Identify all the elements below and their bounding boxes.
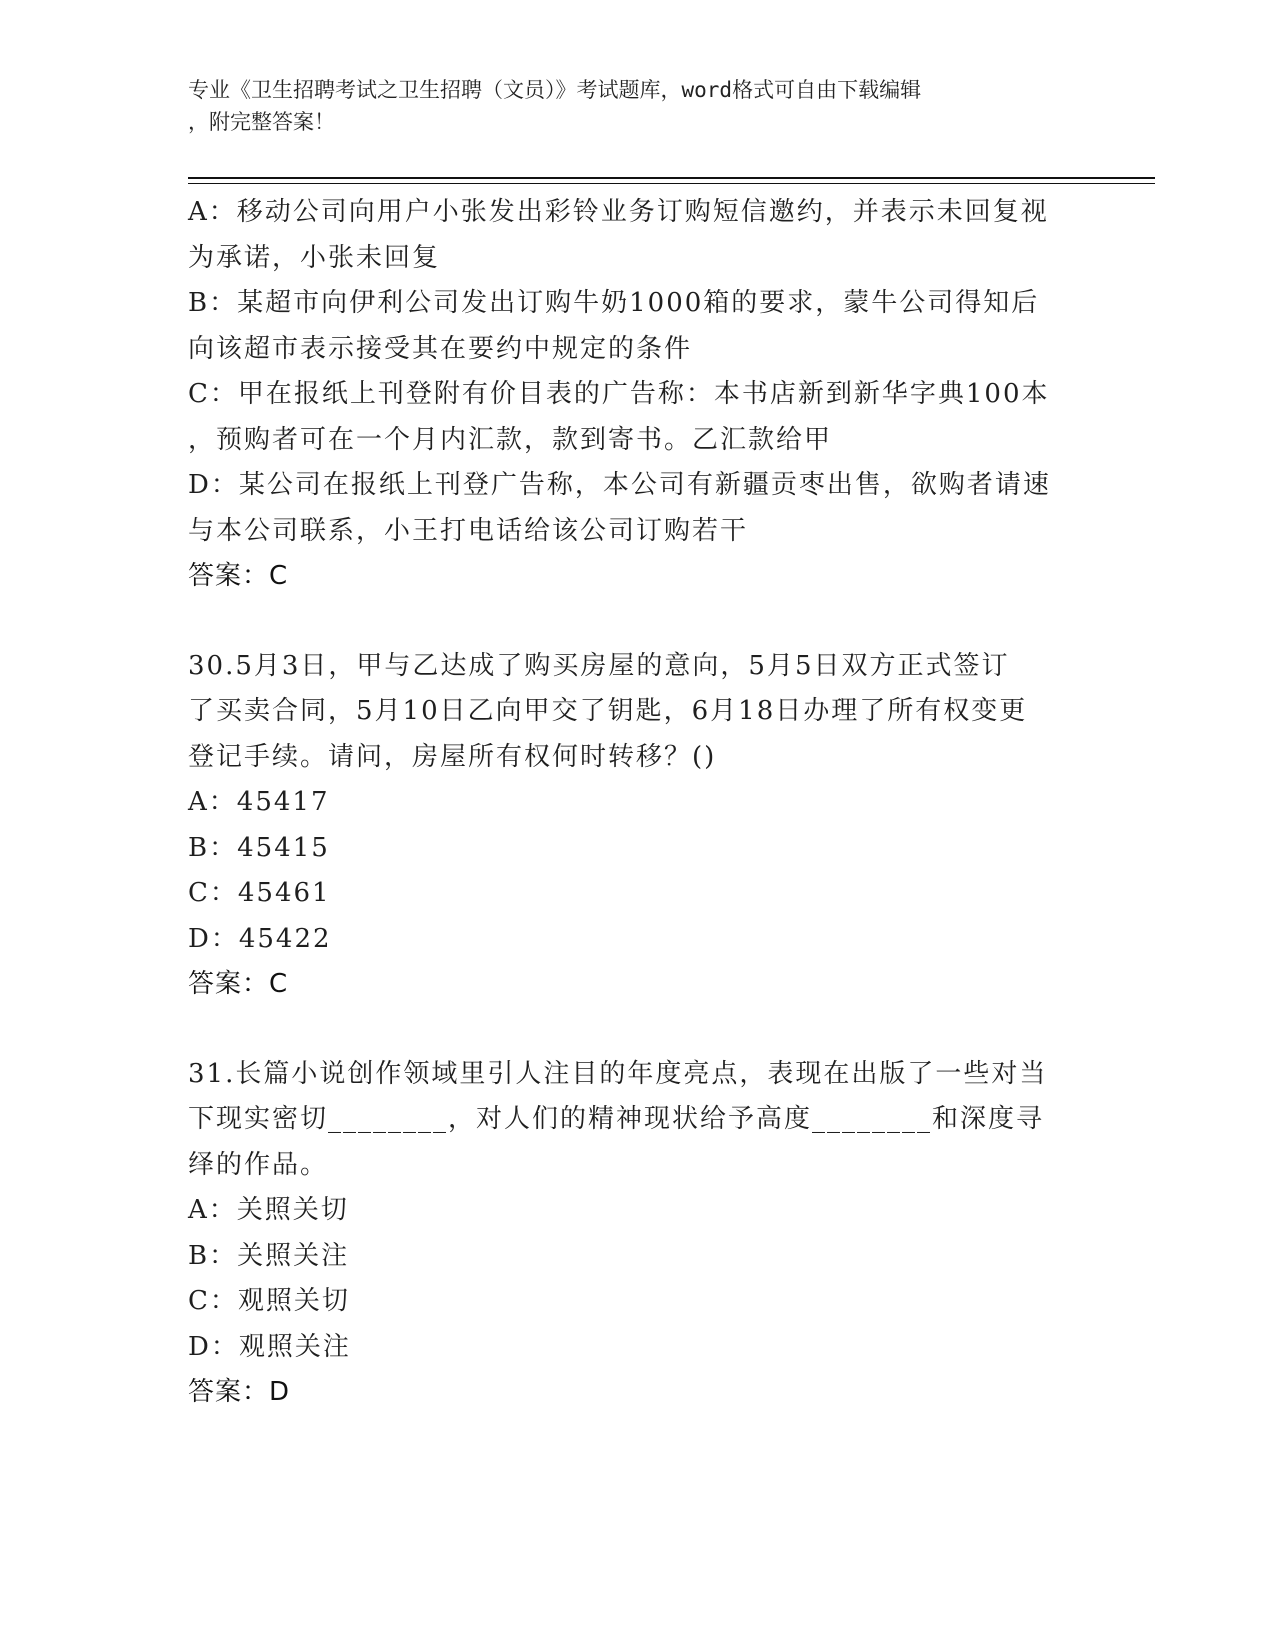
q31-option-d: D：观照关注 [188,1331,351,1362]
q30-option-b: B：45415 [188,832,330,863]
header-line-2: ，附完整答案！ [188,110,335,134]
q29-option-b-line-2: 向该超市表示接受其在要约中规定的条件 [188,333,693,364]
question-spacer [188,1008,1068,1052]
question-29 [188,190,1068,600]
q29-option-b-line-1: B：某超市向伊利公司发出订购牛奶1000箱的要求，蒙牛公司得知后 [188,288,1040,318]
q30-stem-line-3: 登记手续。请问，房屋所有权何时转移？() [188,741,717,772]
header-divider-thin [188,183,1155,184]
q30-answer: 答案：C [188,969,289,999]
q30-option-a: A：45417 [188,787,330,817]
q29-option-a-line-1: A：移动公司向用户小张发出彩铃业务订购短信邀约，并表示未回复视 [188,197,1049,227]
q30-stem-line-2: 了买卖合同，5月10日乙向甲交了钥匙，6月18日办理了所有权变更 [188,696,1028,726]
q30-option-c: C：45461 [188,878,331,908]
q30-option-d: D：45422 [188,923,332,954]
header-line-1: 专业《卫生招聘考试之卫生招聘（文员）》考试题库，word格式可自由下载编辑 [188,78,922,102]
question-31 [188,1052,1068,1416]
q29-option-d-line-1: D：某公司在报纸上刊登广告称，本公司有新疆贡枣出售，欲购者请速 [188,470,1051,500]
q31-stem-line-1: 31.长篇小说创作领域里引人注目的年度亮点，表现在出版了一些对当 [188,1058,1048,1089]
q31-stem-line-3: 绎的作品。 [188,1149,329,1180]
q29-answer: 答案：C [188,561,289,591]
q30-stem-line-1: 30.5月3日，甲与乙达成了购买房屋的意向，5月5日双方正式签订 [188,650,1010,681]
q31-option-b: B：关照关注 [188,1240,350,1271]
q29-option-d-line-2: 与本公司联系，小王打电话给该公司订购若干 [188,515,749,546]
question-30 [188,644,1068,1008]
q31-option-c: C：观照关切 [188,1286,350,1316]
q29-option-c-line-1: C：甲在报纸上刊登附有价目表的广告称：本书店新到新华字典100本 [188,379,1050,409]
question-content [188,190,1068,1416]
q31-stem-line-2: 下现实密切________，对人们的精神现状给予高度________和深度寻 [188,1104,1045,1134]
q29-option-a-line-2: 为承诺，小张未回复 [188,242,441,273]
header-divider-thick [188,177,1155,179]
q31-option-a: A：关照关切 [188,1195,349,1225]
document-header [188,74,1068,138]
q29-option-c-line-2: ，预购者可在一个月内汇款，款到寄书。乙汇款给甲 [188,424,833,455]
question-spacer [188,600,1068,644]
q31-answer: 答案：D [188,1377,291,1407]
